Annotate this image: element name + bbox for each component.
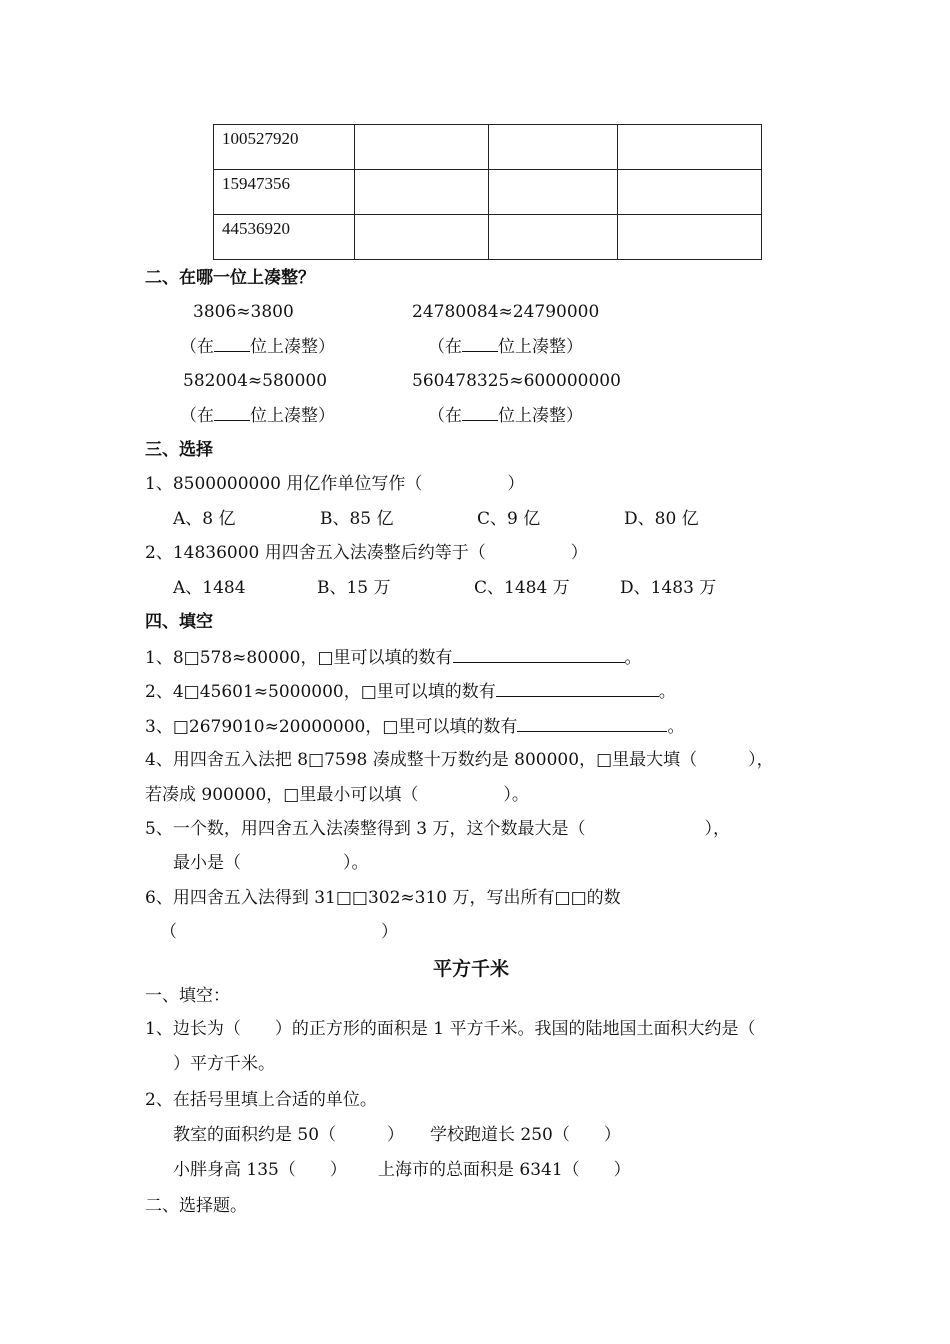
- fill-question-cont: 若凑成 900000，□里最小可以填（ ）。: [145, 785, 529, 805]
- unit-question: 小胖身高 135（ ）: [173, 1160, 347, 1180]
- option[interactable]: D、80 亿: [624, 509, 699, 529]
- unit-question: 教室的面积约是 50（ ）: [173, 1125, 405, 1145]
- answer-blank[interactable]: [214, 335, 250, 352]
- table-row: [214, 125, 762, 170]
- table-cell: [618, 125, 762, 170]
- fill-question-cont: ）平方千米。: [173, 1054, 275, 1074]
- table-cell: [489, 125, 618, 170]
- fill-question: 2、在括号里填上合适的单位。: [145, 1090, 377, 1110]
- paren-right: 位上凑整）: [250, 406, 335, 426]
- section2-heading: 二、在哪一位上凑整？: [145, 268, 315, 288]
- fill-question: 6、用四舍五入法得到 31□□302≈310 万，写出所有□□的数: [145, 888, 621, 908]
- answer-blank[interactable]: [462, 404, 498, 421]
- fill-question: [145, 715, 684, 738]
- answer-blank[interactable]: [496, 680, 659, 697]
- answer-blank[interactable]: [453, 646, 625, 663]
- fill-question: 1、边长为（ ）的正方形的面积是 1 平方千米。我国的陆地国土面积大约是（: [145, 1019, 756, 1039]
- answer-blank[interactable]: [214, 404, 250, 421]
- rounding-answer: [428, 404, 583, 427]
- rounding-expr: 560478325≈600000000: [412, 371, 621, 391]
- section3-heading: 三、选择: [145, 440, 213, 460]
- rounding-expr: 24780084≈24790000: [412, 302, 600, 322]
- fill-question-cont: （ ）: [160, 922, 398, 942]
- table-row: [214, 170, 762, 215]
- paren-right: 位上凑整）: [498, 406, 583, 426]
- option[interactable]: D、1483 万: [620, 578, 717, 598]
- unit-question: 学校跑道长 250（ ）: [430, 1125, 621, 1145]
- question-text: 3、□2679010≈20000000，□里可以填的数有: [145, 717, 518, 737]
- fill-question: [145, 680, 676, 703]
- table-cell: [489, 170, 618, 215]
- fill-question: 4、用四舍五入法把 8□7598 凑成整十万数约是 800000，□里最大填（ ），: [145, 750, 774, 770]
- table-cell: [618, 170, 762, 215]
- table-cell: 44536920: [214, 215, 355, 260]
- option[interactable]: B、85 亿: [320, 509, 394, 529]
- option[interactable]: B、15 万: [317, 578, 391, 598]
- paren-right: 位上凑整）: [498, 337, 583, 357]
- option[interactable]: A、1484: [173, 578, 246, 598]
- table-cell: [355, 125, 489, 170]
- choice-question: 1、8500000000 用亿作单位写作（ ）: [145, 474, 525, 494]
- paren-left: （在: [428, 337, 462, 357]
- rounding-answer: [180, 335, 335, 358]
- table-cell: 100527920: [214, 125, 355, 170]
- rounding-expr: 3806≈3800: [193, 302, 294, 322]
- table-cell: 15947356: [214, 170, 355, 215]
- paren-left: （在: [428, 406, 462, 426]
- answer-blank[interactable]: [517, 715, 667, 732]
- page-title: 平方千米: [433, 958, 510, 980]
- unit-question: 上海市的总面积是 6341（ ）: [378, 1160, 631, 1180]
- question-text: 1、8□578≈80000，□里可以填的数有: [145, 648, 453, 668]
- question-text: 2、4□45601≈5000000，□里可以填的数有: [145, 682, 496, 702]
- option[interactable]: A、8 亿: [173, 509, 236, 529]
- option[interactable]: C、1484 万: [474, 578, 570, 598]
- paren-left: （在: [180, 406, 214, 426]
- area-heading-1: 一、填空：: [145, 986, 230, 1006]
- table-cell: [489, 215, 618, 260]
- table-cell: [618, 215, 762, 260]
- rounding-expr: 582004≈580000: [183, 371, 328, 391]
- question-end: 。: [658, 682, 676, 702]
- question-end: 。: [624, 648, 642, 668]
- rounding-answer: [428, 335, 583, 358]
- fill-question-cont: 最小是（ ）。: [173, 853, 369, 873]
- paren-right: 位上凑整）: [250, 337, 335, 357]
- table-cell: [355, 170, 489, 215]
- rounding-answer: [180, 404, 335, 427]
- table-cell: [355, 215, 489, 260]
- choice-question: 2、14836000 用四舍五入法凑整后约等于（ ）: [145, 543, 588, 563]
- fill-question: [145, 646, 642, 669]
- question-end: 。: [667, 717, 685, 737]
- paren-left: （在: [180, 337, 214, 357]
- table-row: [214, 215, 762, 260]
- option[interactable]: C、9 亿: [477, 509, 541, 529]
- answer-blank[interactable]: [462, 335, 498, 352]
- rounding-table: [213, 124, 762, 260]
- section4-heading: 四、填空: [145, 612, 213, 632]
- area-heading-2: 二、选择题。: [145, 1196, 247, 1216]
- fill-question: 5、一个数，用四舍五入法凑整得到 3 万，这个数最大是（ ），: [145, 819, 730, 839]
